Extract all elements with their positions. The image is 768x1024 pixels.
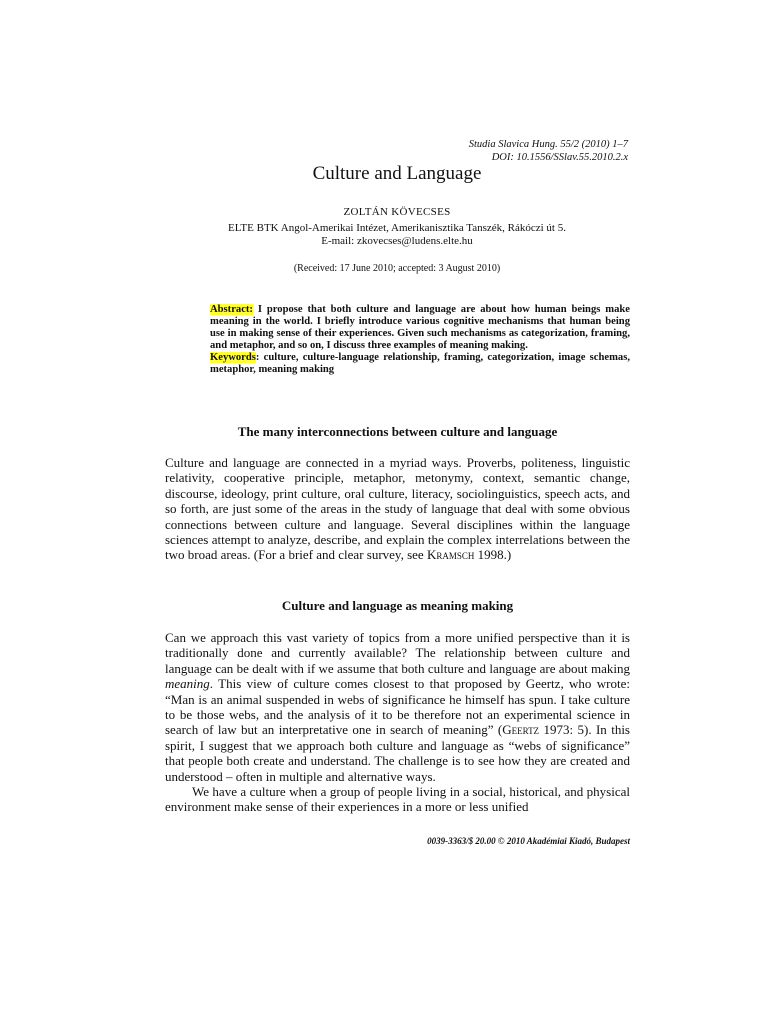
section-1-text: Culture and language are connected in a myriad ways. Proverbs, politeness, linguistic relativity, cooperative principle, metaphor, metonymy, context, semantic change, discourse, ideology, print culture, oral culture, literacy, sociolinguistics, speech acts, and so forth, are just some of the areas in the study of language that deal with some obvious connections between culture and language. Several disciplines within the language sciences attempt to analyze, describe, and explain the complex interrelations between the two broad areas. (For a brief and clear survey, see	[165, 455, 630, 563]
journal-citation: Studia Slavica Hung. 55/2 (2010) 1–7	[468, 139, 628, 150]
abstract-text: I propose that both culture and language are about how human beings make meaning in the world. I briefly introduce various cognitive mechanisms that human being use in making sense of their experiences. Given such mechanisms as categorization, framing, and metaphor, and so on, I discuss three examples of meaning making.	[210, 304, 630, 351]
paper-title: Culture and Language	[312, 163, 482, 184]
citation-geertz: Geertz	[502, 722, 540, 738]
section-heading-2: Culture and language as meaning making	[281, 598, 514, 613]
abstract-block	[193, 304, 630, 376]
section-2-paragraph-2: We have a culture when a group of people living in a social, historical, and physical environment make sense of their experiences in a more or less unified	[165, 784, 630, 815]
keywords-label: Keywords	[210, 352, 256, 363]
section-2-p1-c: 1973: 5). In this spirit, I suggest that we approach both culture and language as “webs of significance” that people both create and understand. The challenge is to see how they are created and understood – often in multiple and alternative ways.	[165, 722, 630, 784]
keywords-paragraph	[193, 352, 630, 376]
meaning-emphasis: meaning	[165, 676, 210, 692]
section-heading-1: The many interconnections between culture and language	[237, 424, 558, 439]
affiliation: ELTE BTK Angol-Amerikai Intézet, Amerikanisztika Tanszék, Rákóczi út 5.	[227, 222, 566, 234]
author-affiliation-block	[0, 222, 768, 248]
section-1-text-tail: 1998.)	[474, 547, 512, 563]
section-2-p1-a: Can we approach this vast variety of topics from a more unified perspective than it is traditionally done and currently available? The relationship between culture and language can be dealt with if we assume that both culture and language are about making	[165, 630, 630, 676]
citation-kramsch: Kramsch	[426, 547, 475, 563]
received-dates: (Received: 17 June 2010; accepted: 3 August 2010)	[293, 263, 501, 274]
keywords-text: : culture, culture-language relationship, framing, categorization, image schemas, metaphor, meaning making	[210, 352, 630, 375]
copyright-footer: 0039-3363/$ 20.00 © 2010 Akadémiai Kiadó, Budapest	[427, 836, 630, 846]
section-1-body	[165, 455, 630, 563]
abstract-paragraph	[193, 304, 630, 352]
journal-reference	[469, 138, 628, 164]
author-email: E-mail: zkovecses@ludens.elte.hu	[321, 235, 473, 247]
section-1-paragraph	[165, 455, 630, 563]
journal-doi: DOI: 10.1556/SSlav.55.2010.2.x	[491, 152, 628, 163]
section-2-body	[165, 630, 630, 815]
author-name: ZOLTÁN KÖVECSES	[343, 206, 451, 218]
section-2-paragraph-1	[165, 630, 630, 784]
abstract-label: Abstract:	[210, 304, 253, 315]
section-2-p1-b: . This view of culture comes closest to that proposed by Geertz, who wrote: “Man is an animal suspended in webs of significance he himself has spun. I take culture to be those webs, and the analysis of it to be therefore not an experimental science in search of law but an interpretative one in search of meaning” (	[165, 676, 630, 738]
